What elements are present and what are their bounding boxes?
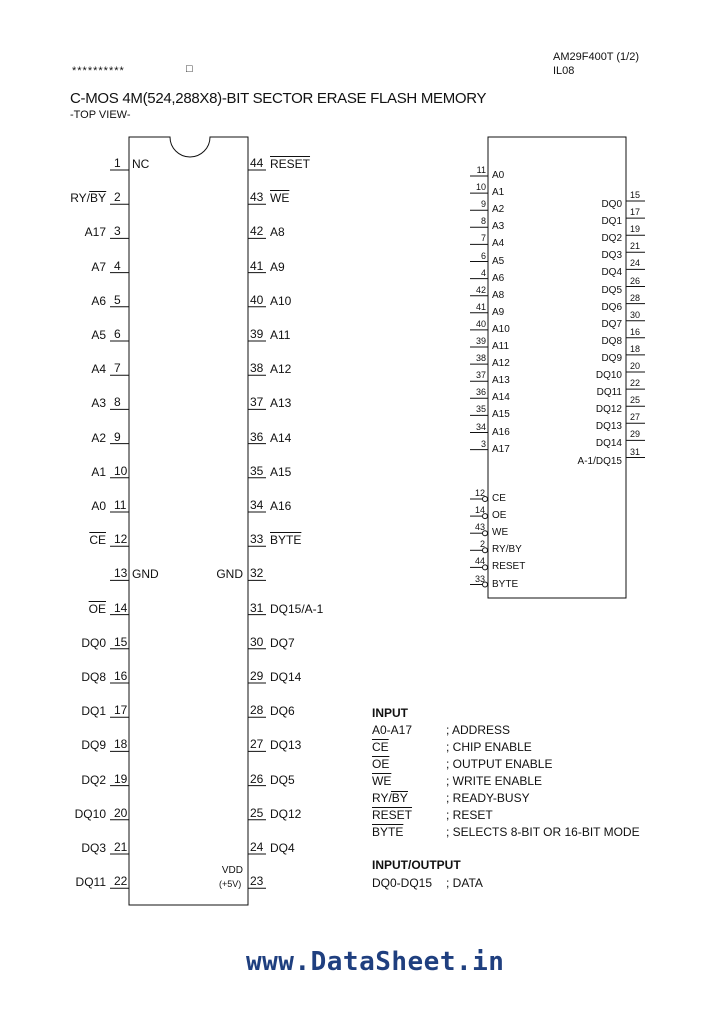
pin-number: 42 [250,224,264,239]
logic-pin-label: A1 [492,187,505,199]
pin-number: 23 [250,874,264,889]
logic-pin-label: A4 [492,238,505,250]
pin-label: A16 [270,499,292,513]
legend-description: ; DATA [446,876,483,890]
logic-pin-label: A12 [492,358,510,370]
logic-pin-label: DQ14 [595,438,622,450]
pin-label: DQ13 [270,738,302,753]
logic-pin-number: 12 [474,488,485,498]
pin-number: 43 [250,190,264,205]
logic-pin-label: A14 [492,392,510,404]
pin-label: DQ0 [81,635,106,650]
pin-number: 8 [114,395,121,410]
logic-pin-number: 33 [474,573,485,584]
logic-pin-label: A15 [492,409,510,421]
logic-pin-label: WE [492,527,509,539]
pin-number: 28 [250,703,264,718]
pin-number: 37 [250,395,264,410]
logic-pin-label: DQ1 [601,216,622,228]
pin-number: 27 [250,737,264,752]
logic-pin-number: 41 [475,301,486,312]
pin-number: 32 [250,566,264,581]
logic-pin-number: 10 [475,182,486,193]
legend-description: ; WRITE ENABLE [446,774,543,788]
logic-pin-label: DQ8 [601,335,622,347]
logic-pin-number: 27 [630,412,641,423]
document-code: IL08 [553,65,575,77]
logic-pin-label: A16 [492,426,510,438]
pin-label: A8 [270,225,285,240]
logic-pin-number: 25 [630,395,641,406]
logic-pin-label: DQ3 [601,250,622,262]
page-title: C-MOS 4M(524,288X8)-BIT SECTOR ERASE FLASH MEMORY [70,90,487,107]
pin-label: A13 [270,396,292,411]
logic-pin-label: DQ5 [601,284,622,296]
legend-signal: $\overline{WE}$ [372,774,392,788]
pin-number: 35 [250,463,264,478]
logic-pin-label: A3 [492,221,505,233]
pin-label: DQ1 [81,704,106,719]
part-number: AM29F400T (1/2) [553,51,640,63]
legend-signal: RESET [372,808,413,822]
logic-pin-number: 30 [630,309,641,320]
logic-pin-number: 19 [630,224,641,235]
logic-pin-label: A10 [492,323,510,335]
logic-pin-label: OE [492,510,507,522]
pin-number: 21 [114,840,128,854]
pin-label: DQ7 [270,635,295,650]
logic-pin-number: 8 [480,216,486,227]
logic-pin-label: BYTE [492,578,519,590]
pin-number: 15 [114,634,128,649]
pin-number: 26 [250,771,264,786]
pin-label: DQ4 [270,841,295,855]
pin-label: BYTE [270,533,302,548]
pin-label: NC [132,157,150,171]
pin-label: A17 [84,225,106,240]
logic-pin-label: RESET [492,561,526,573]
legend-description: ; CHIP ENABLE [446,740,532,754]
pin-number: 10 [114,463,128,478]
pin-label: $\overline{OE}$ [88,601,106,616]
pin-label: A7 [91,259,106,274]
pin-number: 17 [114,703,128,718]
logic-pin-label: A2 [492,204,505,216]
pin-number: 24 [250,840,264,854]
pin-number: 4 [114,258,121,273]
pin-number: 14 [114,600,128,615]
logic-pin-number: 35 [475,404,486,415]
pin-number: 30 [250,634,264,649]
pin-label: A12 [270,362,292,377]
logic-pin-label: A9 [492,306,505,318]
logic-pin-label: A-1/DQ15 [577,455,622,467]
pin-label: A10 [270,293,292,308]
logic-pin-label: A8 [492,289,505,301]
legend-signal: $\overline{CE}$ [372,740,389,754]
legend-signal: A0-A17 [372,723,413,737]
pin-number: 38 [250,361,264,376]
pin-label: A6 [91,293,106,308]
logic-pin-number: 31 [630,446,641,457]
logic-pin-number: 9 [480,199,486,210]
legend-description: ; READY-BUSY [446,791,530,805]
pin-label: DQ10 [74,806,106,821]
pin-label: DQ11 [75,875,106,890]
legend-description: ; RESET [446,808,493,822]
logic-pin-number: 22 [630,378,641,389]
pin-number: 13 [114,566,128,581]
legend-signal: BYTE [372,825,404,839]
pin-label: A0 [91,499,106,513]
pin-label: DQ3 [81,841,106,855]
header-stars: ********** [72,65,125,77]
logic-pin-number: 36 [475,387,486,398]
pin-number: 16 [114,669,128,683]
logic-pin-number: 43 [474,522,485,533]
logic-pin-number: 28 [630,292,641,303]
pin-number: 11 [114,498,127,512]
logic-pin-label: DQ13 [595,421,622,433]
logic-pin-label: DQ0 [601,199,622,210]
logic-pin-number: 24 [630,258,641,269]
pin-number: 9 [114,429,121,444]
logic-pin-number: 34 [475,421,486,432]
pin-label: A15 [270,464,292,479]
legend-description: ; ADDRESS [446,723,511,737]
logic-pin-number: 39 [475,336,486,346]
legend-description: ; SELECTS 8-BIT OR 16-BIT MODE [446,825,640,839]
legend-signal: RY/BY [372,791,408,805]
pin-number: 1 [114,156,121,170]
logic-pin-number: 6 [480,250,486,261]
logic-pin-number: 40 [475,318,486,329]
pin-label: VDD [221,865,243,877]
logic-pin-number: 29 [630,429,641,440]
logic-pin-label: A13 [492,375,510,387]
pin-label: DQ2 [81,772,106,787]
pin-number: 29 [250,669,264,683]
pin-number: 6 [114,327,121,341]
logic-pin-label: DQ7 [601,318,622,330]
overbar-mark [391,791,408,792]
pin-label: GND [132,567,159,582]
pin-number: 12 [114,532,128,547]
logic-pin-number: 21 [630,241,641,252]
logic-pin-label: CE [492,493,506,504]
pin-label: A2 [91,430,106,445]
pin-number: 33 [250,532,264,547]
pin-number: 7 [114,361,121,376]
pin-number: 25 [250,805,264,820]
logic-pin-label: RY/BY [492,544,522,556]
pin-label: A11 [270,328,291,342]
pin-number: 18 [114,737,128,752]
pin-number: 40 [250,292,264,307]
pin-number: 3 [114,224,121,239]
logic-pin-number: 20 [630,361,641,371]
watermark-url: www.DataSheet.in [246,947,505,977]
legend-signal: $\overline{OE}$ [372,757,390,771]
pin-label: $\overline{CE}$ [89,533,106,548]
pin-label: A4 [91,362,106,377]
pin-label: DQ12 [270,806,302,821]
logic-pin-label: A5 [492,255,505,267]
logic-pin-label: DQ12 [595,404,622,416]
logic-pin-number: 42 [475,284,486,295]
pin-number: 36 [250,429,264,444]
logic-pin-number: 17 [630,207,641,218]
header-box-glyph: □ [186,63,193,75]
pin-label: GND [216,567,243,582]
pin-label: A3 [91,396,106,411]
logic-pin-label: DQ11 [596,387,622,399]
logic-pin-number: 7 [480,233,486,244]
logic-pin-label: A0 [492,170,505,181]
pin-number: 34 [250,498,264,512]
logic-pin-label: A6 [492,272,505,284]
pin-label: A5 [91,328,106,342]
pin-label: $\overline{WE}$ [270,191,290,206]
logic-pin-number: 26 [630,275,641,286]
logic-pin-label: DQ6 [601,301,622,313]
pin-label: A14 [270,430,292,445]
pin-number: 41 [250,258,264,273]
legend-description: ; OUTPUT ENABLE [446,757,553,771]
logic-pin-number: 38 [475,353,486,364]
legend-input-heading: INPUT [372,706,408,720]
pin-label: DQ15/A-1 [270,601,324,616]
logic-pin-number: 4 [480,267,486,278]
page-subtitle: -TOP VIEW- [70,109,131,121]
pin-label: A1 [91,464,106,479]
pin-number: 5 [114,292,121,307]
legend-io-heading: INPUT/OUTPUT [372,858,461,872]
logic-pin-number: 11 [476,165,486,175]
logic-pin-label: DQ4 [601,267,622,279]
logic-pin-number: 18 [630,343,641,354]
logic-pin-number: 37 [475,370,486,381]
logic-pin-label: A11 [492,341,510,352]
pin-label: DQ8 [81,670,106,684]
logic-pin-label: DQ10 [595,370,622,381]
logic-pin-number: 3 [480,438,486,449]
pin-label: DQ6 [270,704,295,719]
pin-number: 20 [114,805,128,820]
logic-pin-label: DQ9 [601,352,622,364]
pin-number: 31 [250,600,264,615]
pin-label: RY/BY [70,191,106,206]
logic-pin-label: DQ2 [601,233,622,245]
logic-pin-number: 15 [630,190,641,200]
pin-number: 2 [114,190,121,205]
vdd-note: (+5V) [219,879,242,889]
pin-label: A9 [270,259,285,274]
logic-pin-number: 16 [630,326,641,337]
pin-number: 39 [250,327,264,341]
legend-signal: DQ0-DQ15 [372,876,433,890]
pin-number: 22 [114,874,128,889]
pin-label: DQ14 [270,670,302,684]
logic-pin-number: 14 [474,505,485,516]
logic-pin-number: 2 [479,539,485,550]
pin-label: DQ9 [81,738,106,753]
pin-label: RESET [270,157,311,171]
pin-number: 19 [114,771,128,786]
logic-pin-label: A17 [492,443,510,455]
pin-number: 44 [250,156,264,170]
pin-label: DQ5 [270,772,295,787]
logic-pin-number: 44 [474,556,485,567]
